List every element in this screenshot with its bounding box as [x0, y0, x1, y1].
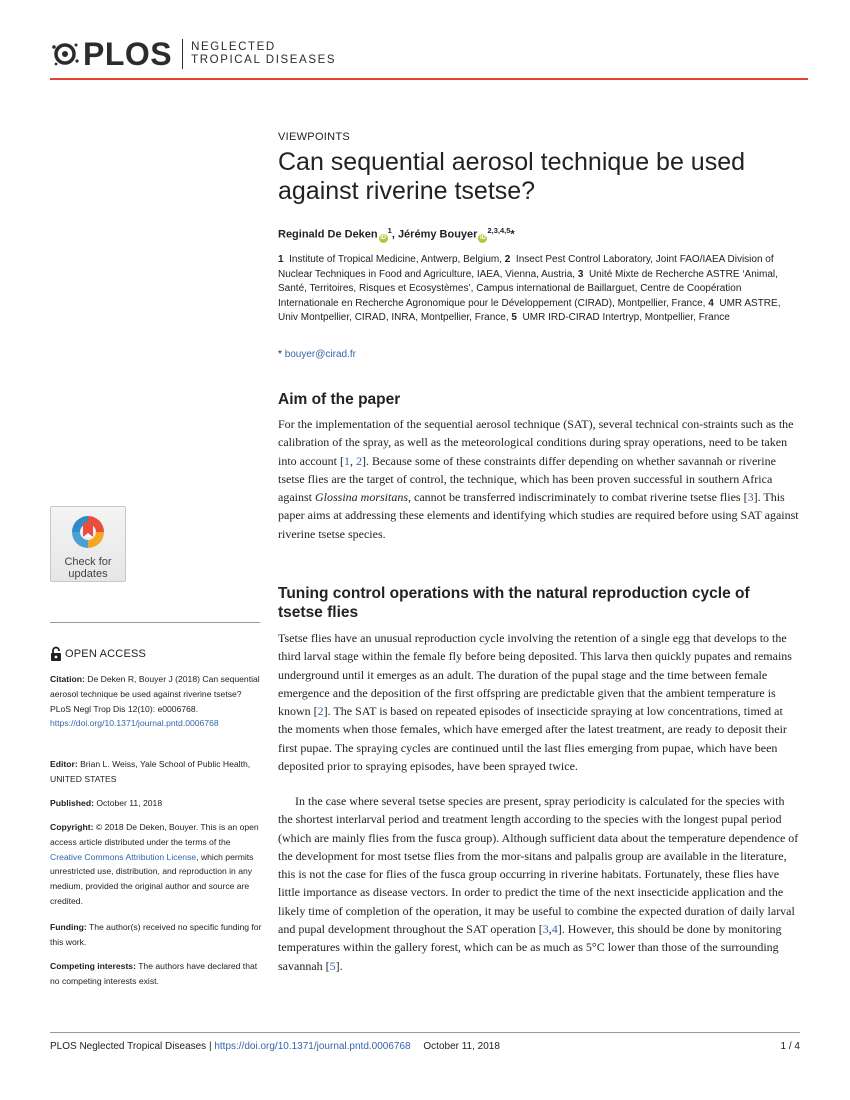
journal-name: [191, 41, 336, 67]
funding-block: [50, 920, 262, 950]
plos-logo-icon: [50, 39, 80, 69]
affiliations: [278, 253, 800, 326]
orcid-icon[interactable]: iD: [479, 234, 486, 241]
page-number: 1 / 4: [780, 1041, 800, 1052]
reference-link[interactable]: 2: [317, 704, 324, 719]
author-name[interactable]: Jérémy Bouyer: [397, 228, 478, 241]
funding-text: The author(s) received no specific funding for this work.: [50, 922, 262, 947]
text-run: For the implementation of the sequential aerosol technique (SAT), several technical con-straints such as the calibration of the spray, as well as the meteorological conditions during spray operations, need to be taken into account [: [278, 417, 794, 468]
heading-tuning: Tuning control operations with the natural reproduction cycle of tsetse flies: [278, 585, 750, 621]
editor-label: Editor:: [50, 759, 78, 769]
plos-wordmark: [50, 36, 172, 73]
competing-interests-label: Competing interests:: [50, 961, 136, 971]
published-block: [50, 796, 262, 811]
affil-text: UMR ASTRE, Univ Montpellier, CIRAD, INRA, Montpellier, France,: [278, 297, 781, 324]
open-access-label: [50, 646, 146, 662]
reference-link[interactable]: 5: [329, 958, 336, 973]
logo-divider: [182, 39, 183, 69]
check-for-updates-icon: [69, 513, 107, 551]
citation-text: De Deken R, Bouyer J (2018) Can sequential aerosol technique be used against riverine tsetse? PLoS Negl Trop Dis 12(10): e0006768.: [50, 674, 260, 714]
open-access-text: OPEN ACCESS: [65, 648, 147, 660]
text-run: ]. However, this should be done by monitoring temperatures within the gallery forest, which can be as much as 5°C lower than those of the surrounding savannah [: [278, 922, 782, 973]
affil-text: UMR IRD-CIRAD Intertryp, Montpellier, France: [522, 312, 730, 324]
reference-link[interactable]: 3: [542, 922, 549, 937]
check-for-updates-label: [51, 557, 125, 580]
header-rule: [50, 78, 808, 80]
author-name[interactable]: Reginald De Deken: [278, 228, 378, 241]
reference-link[interactable]: 1: [343, 453, 350, 468]
author-list: Reginald De Deken $iD^1$, Jérémy Bouyer iD$^{2,3,4,5}$*: [278, 226, 515, 241]
open-lock-icon: [50, 646, 62, 662]
affil-num: 5: [511, 312, 517, 324]
competing-interests-block: [50, 959, 262, 989]
orcid-icon[interactable]: iD: [380, 234, 387, 241]
footer-journal: PLOS Neglected Tropical Diseases |: [50, 1041, 212, 1052]
editor-text: Brian L. Weiss, Yale School of Public Health, UNITED STATES: [50, 759, 251, 784]
published-label: Published:: [50, 798, 94, 808]
footer-doi-link[interactable]: https://doi.org/10.1371/journal.pntd.0006768: [214, 1041, 411, 1052]
email-link[interactable]: bouyer@cirad.fr: [284, 349, 356, 360]
article-section-label: VIEWPOINTS: [278, 131, 351, 143]
sidebar-rule: [50, 622, 260, 623]
copyright-text: © 2018 De Deken, Bouyer. This is an open access article distributed under the terms of the: [50, 822, 259, 847]
affil-text: Unité Mixte de Recherche ASTRE ‘Animal, Santé, Territoires, Risques et Ecosystèmes’, Campus international de Baillarguet, Centre de Coopération Internationale en Recherche Agronomique pour le Développement (CIRAD), Montpellier, France,: [278, 268, 778, 309]
footer-rule: [50, 1032, 800, 1033]
editor-block: [50, 757, 262, 787]
affil-num: 4: [708, 297, 714, 309]
paragraph-tuning-1: [278, 629, 800, 775]
affil-text: Institute of Tropical Medicine, Antwerp, Belgium,: [289, 254, 503, 265]
text-run: , cannot be transferred indiscriminately to combat riverine tsetse flies [: [408, 490, 748, 505]
affil-text: Insect Pest Control Laboratory, Joint FAO/IAEA Division of Nuclear Techniques in Food and Agriculture, IAEA, Vienna, Austria,: [278, 254, 774, 280]
copyright-block: [50, 820, 262, 909]
copyright-label: Copyright:: [50, 822, 94, 832]
text-run: ]. The SAT is based on repeated episodes of insecticide spraying at low concentrations, timed at the moments when those females, which have emerged after the latest treatment, are ready to deposit their first pupae. The spraying cycles are continued until the last flies emerging from pupae, which have been deposited prior to spraying episodes, have been sprayed twice.: [278, 704, 787, 774]
email-prefix: *: [278, 349, 282, 360]
funding-label: Funding:: [50, 922, 87, 932]
text-run: ]. Because some of these constraints differ depending on whether savannah or riverine tsetse flies are the target of control, the technique, which has been proven successful in southern Africa against: [278, 453, 776, 505]
license-link[interactable]: Creative Commons Attribution License: [50, 851, 197, 862]
journal-name-line1: NEGLECTED: [191, 41, 276, 53]
competing-interests-text: The authors have declared that no competing interests exist.: [50, 961, 258, 986]
badge-line2: updates: [68, 567, 108, 580]
affil-num: 2: [504, 254, 511, 265]
paragraph-tuning-2: In the case where several tsetse species are present, spray periodicity is calculated for the species with the shortest interlarval period and treatment length according to the species with the longest pupal period (which are mainly flies from the fusca group). Although sufficient data about the temperature dependence of the development for most tsetse flies from the mor-sitans and palpalis group are available in the literature, this is not the case for flies of the fusca group occurring in riverine habitats. Fortunately, these flies have little importance as disease vectors. In order to predict the time of the next insecticide application and the likely time of completion of the operation, it may be useful to combine the expected duration of daily larval and pupal development throughout the SAT operation [3,4]. However, this should be done by monitoring temperatures within the gallery forest, which can be as much as 5°C lower than those of the surrounding savannah [5].: [278, 794, 799, 973]
species-name: Glossina morsitans: [315, 490, 409, 505]
published-date: October 11, 2018: [96, 798, 163, 808]
text-run: ].: [335, 958, 343, 973]
badge-line1: Check for: [64, 556, 112, 568]
reference-link[interactable]: 4: [551, 922, 558, 937]
check-for-updates-button[interactable]: [50, 506, 126, 582]
reference-link[interactable]: 3: [747, 490, 754, 505]
journal-logo[interactable]: [50, 36, 336, 72]
correspondence: [278, 349, 356, 360]
paragraph-aim: For the implementation of the sequential aerosol technique (SAT), several technical con-straints such as the calibration of the spray, as well as the meteorological conditions during spray operations, need to be taken into account [1, 2]. Because some of these constraints differ depending on whether savannah or riverine tsetse flies are the target of control, the technique, which has been proven successful in southern Africa against Glossina morsitans, cannot be transferred indiscriminately to combat riverine tsetse flies [3]. This paper aims at addressing these elements and identifying which studies are required before using SAT against riverine tsetse species.: [278, 417, 799, 541]
footer-date: October 11, 2018: [423, 1041, 500, 1052]
heading-aim: Aim of the paper: [278, 391, 401, 408]
article-title: Can sequential aerosol technique be used against riverine tsetse?: [278, 148, 746, 205]
copyright-text: , which permits unrestricted use, distribution, and reproduction in any medium, provided the original author and source are credited.: [50, 851, 254, 906]
text-run: In the case where several tsetse species are present, spray periodicity is calculated for the species with the shortest interlarval period and treatment length according to the species with the longest pupal period (which are mainly flies from the fusca group). Although sufficient data about the temperature dependence of the development for most tsetse flies from the mor-sitans and palpalis group are available in the literature, this is not the case for flies of the fusca group occurring in riverine habitats. Fortunately, these flies have little importance as disease vectors. In order to predict the time of the next insecticide application and the likely time of completion of the operation, it may be useful to combine the expected duration of daily larval and pupal development throughout the SAT operation [: [278, 794, 799, 937]
corresponding-mark: *: [510, 228, 515, 241]
affil-num: 3: [577, 268, 584, 280]
citation-block: [50, 672, 262, 731]
journal-name-line2: TROPICAL DISEASES: [191, 54, 337, 66]
citation-doi-link[interactable]: https://doi.org/10.1371/journal.pntd.0006768: [50, 718, 219, 729]
reference-link[interactable]: 2: [355, 453, 362, 468]
logo-text: PLOS: [83, 35, 173, 72]
author-affil-sup: 2,3,4,5: [487, 226, 511, 235]
author-affil-sup: 1: [387, 226, 392, 235]
text-run: Tsetse flies have an unusual reproduction cycle involving the retention of a single egg that develops to the third larval stage within the female fly before being deposited. This larva then quickly pupates and remains underground until it emerges as an adult. The duration of the pupal stage and the time between female emergence and the deposition of the first offspring are predictable given that the ambient temperature is known [: [278, 631, 792, 719]
text-run: ]. This paper aims at addressing these elements and identifying which studies are required before using SAT against riverine tsetse species.: [278, 490, 799, 541]
page-footer: [50, 1041, 500, 1052]
citation-label: Citation:: [50, 674, 85, 684]
affil-num: 1: [278, 254, 284, 265]
